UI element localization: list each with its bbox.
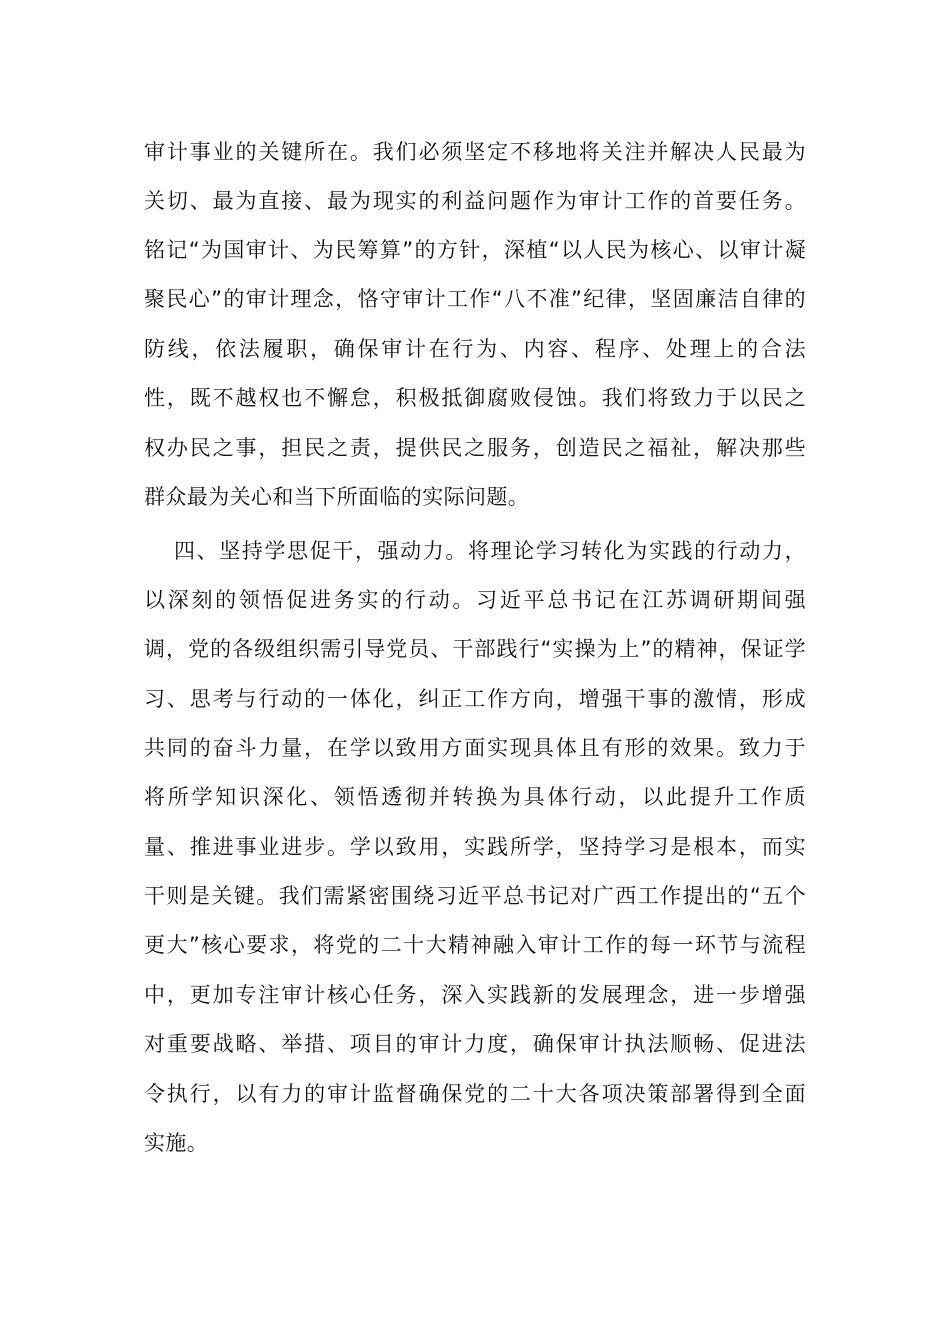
paragraph-2-line-13: 实施。: [144, 1131, 209, 1155]
paragraph-2-line-10: 中，更加专注审计核心任务，深入实践新的发展理念，进一步增强: [144, 983, 806, 1007]
paragraph-2-line-4: 习、思考与行动的一体化，纠正工作方向，增强干事的激情，形成: [144, 687, 806, 711]
paragraph-2-line-12: 令执行，以有力的审计监督确保党的二十大各项决策部署得到全面: [144, 1082, 806, 1106]
paragraph-2-line-11: 对重要战略、举措、项目的审计力度，确保审计执法顺畅、促进法: [144, 1032, 806, 1056]
paragraph-1-line-7: 权办民之事，担民之责，提供民之服务，创造民之福祉，解决那些: [144, 436, 806, 460]
paragraph-2-line-7: 量、推进事业进步。学以致用，实践所学，坚持学习是根本，而实: [144, 835, 806, 859]
paragraph-1-line-2: 关切、最为直接、最为现实的利益问题作为审计工作的首要任务。: [144, 189, 806, 213]
paragraph-1-line-4: 聚民心”的审计理念，恪守审计工作“八不准”纪律，坚固廉洁自律的: [144, 287, 806, 311]
paragraph-1-line-5: 防线，依法履职，确保审计在行为、内容、程序、处理上的合法: [144, 337, 806, 361]
paragraph-2-line-6: 将所学知识深化、领悟透彻并转换为具体行动，以此提升工作质: [144, 785, 806, 809]
paragraph-2-line-3: 调，党的各级组织需引导党员、干部践行“实操为上”的精神，保证学: [144, 637, 806, 661]
paragraph-2-line-5: 共同的奋斗力量，在学以致用方面实现具体且有形的效果。致力于: [144, 736, 806, 760]
paragraph-2-line-9: 更大”核心要求，将党的二十大精神融入审计工作的每一环节与流程: [144, 933, 806, 957]
paragraph-1-line-8: 群众最为关心和当下所面临的实际问题。: [144, 485, 530, 509]
paragraph-1-line-3: 铭记“为国审计、为民筹算”的方针，深植“以人民为核心、以审计凝: [144, 238, 806, 262]
paragraph-2-line-8: 干则是关键。我们需紧密围绕习近平总书记对广西工作提出的“五个: [144, 884, 806, 908]
paragraph-2-line-1: 四、坚持学思促干，强动力。将理论学习转化为实践的行动力，: [174, 539, 806, 563]
paragraph-2-line-2: 以深刻的领悟促进务实的行动。习近平总书记在江苏调研期间强: [144, 588, 806, 612]
paragraph-1-line-6: 性，既不越权也不懈怠，积极抵御腐败侵蚀。我们将致力于以民之: [144, 386, 806, 410]
paragraph-1-line-1: 审计事业的关键所在。我们必须坚定不移地将关注并解决人民最为: [144, 140, 806, 164]
